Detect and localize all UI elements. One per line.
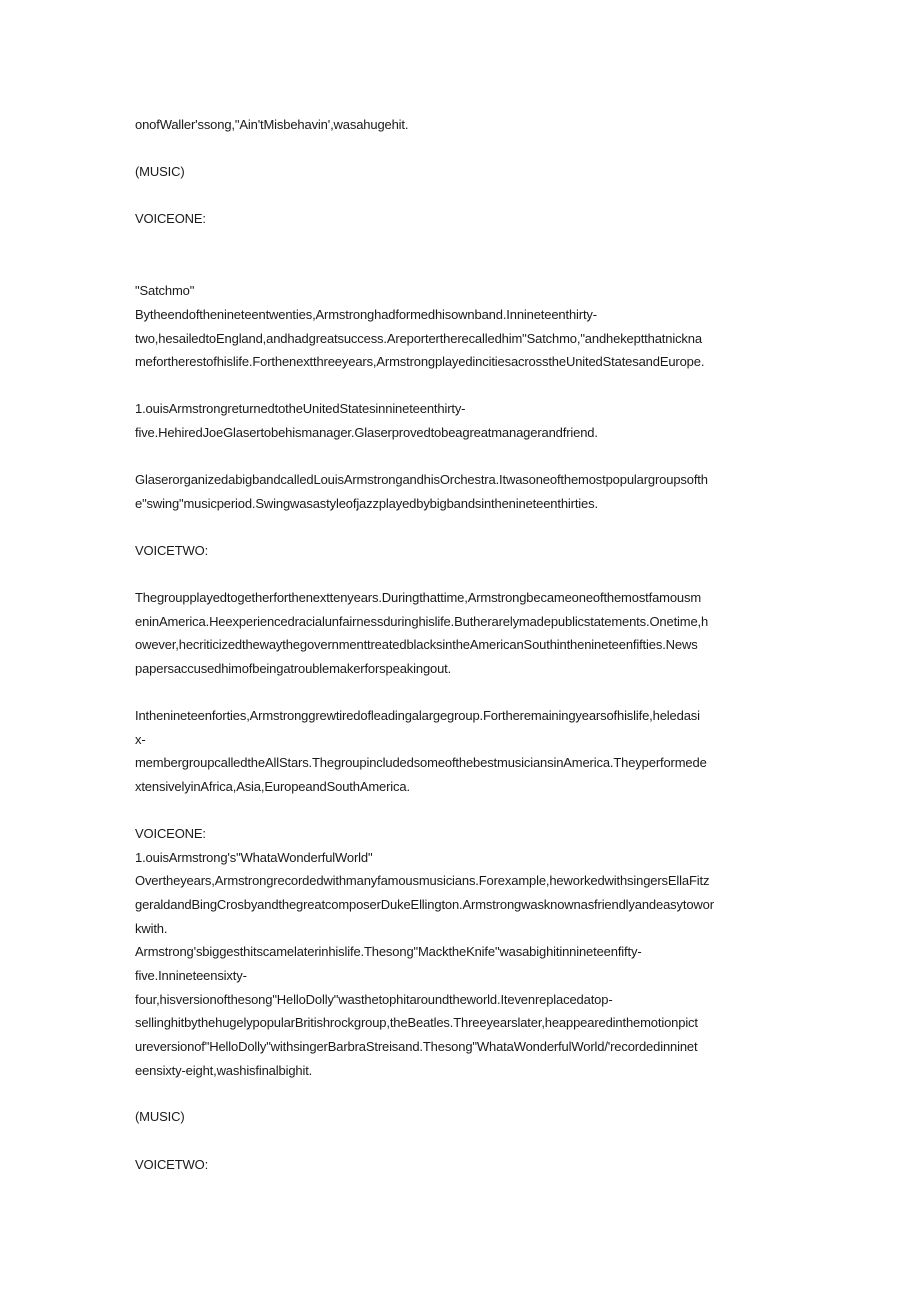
text-line: Inthenineteenforties,Armstronggrewtiredofleadingalargegroup.Fortheremainingyearsofhislife,heledasi [135,708,700,723]
section-heading: 1.ouisArmstrong's"WhataWonderfulWorld" [135,850,373,865]
text-line: eensixty-eight,washisfinalbighit. [135,1063,313,1078]
text-line: two,hesailedtoEngland,andhadgreatsuccess.Areportertherecalledhim"Satchmo,"andhekeptthatnickna [135,331,702,346]
speaker-label: VOICEONE: [135,211,206,226]
text-line: xtensivelyinAfrica,Asia,EuropeandSouthAmerica. [135,779,410,794]
text-line: papersaccusedhimofbeingatroublemakerforspeakingout. [135,661,452,676]
text-line: ureversionof"HelloDolly"withsingerBarbraStreisand.Thesong"WhataWonderfulWorld/'recordedinninet [135,1039,698,1054]
text-line: eninAmerica.Heexperiencedracialunfairnessduringhislife.Butherarelymadepublicstatements.Onetime,h [135,614,709,629]
text-line: x- [135,732,146,747]
text-line: Armstrong'sbiggesthitscamelaterinhislife.Thesong"MacktheKnife"wasabighitinnineteenfifty- [135,944,642,959]
speaker-label: VOICETWO: [135,543,209,558]
text-line: five.Innineteensixty- [135,968,247,983]
text-line: owever,hecriticizedthewaythegovernmenttreatedblacksintheAmericanSouthinthenineteenfifties.News [135,637,698,652]
text-line: geraldandBingCrosbyandthegreatcomposerDukeEllington.Armstrongwasknownasfriendlyandeasytowor [135,897,714,912]
text-line: onofWaller'ssong,"Ain'tMisbehavin',wasahugehit. [135,117,409,132]
text-line: e"swing"musicperiod.Swingwasastyleofjazzplayedbybigbandsinthenineteenthirties. [135,496,598,511]
music-cue: (MUSIC) [135,164,185,179]
text-line: five.HehiredJoeGlasertobehismanager.Glaserprovedtobeagreatmanagerandfriend. [135,425,598,440]
text-line: Thegroupplayedtogetherforthenexttenyears.Duringthattime,Armstrongbecameoneofthemostfamousm [135,590,702,605]
text-line: 1.ouisArmstrongreturnedtotheUnitedStatesinnineteenthirty- [135,401,466,416]
speaker-label: VOICETWO: [135,1157,209,1172]
text-line: mefortherestofhislife.Forthenextthreeyears,ArmstrongplayedincitiesacrosstheUnitedStatesandEurope. [135,354,705,369]
text-line: Overtheyears,Armstrongrecordedwithmanyfamousmusicians.Forexample,heworkedwithsingersEllaFitz [135,873,710,888]
text-line: GlaserorganizedabigbandcalledLouisArmstrongandhisOrchestra.Itwasoneofthemostpopulargroupsofth [135,472,708,487]
text-line: Bytheendofthenineteentwenties,Armstronghadformedhisownband.Innineteenthirty- [135,307,597,322]
music-cue: (MUSIC) [135,1109,185,1124]
text-line: four,hisversionofthesong"HelloDolly"wasthetophitaroundtheworld.Itevenreplacedatop- [135,992,613,1007]
speaker-label: VOICEONE: [135,826,206,841]
text-line: sellinghitbythehugelypopularBritishrockgroup,theBeatles.Threeyearslater,heappearedinthemotionpict [135,1015,698,1030]
text-line: membergroupcalledtheAllStars.ThegroupincludedsomeofthebestmusiciansinAmerica.Theyperformede [135,755,707,770]
section-heading: "Satchmo" [135,283,195,298]
text-line: kwith. [135,921,168,936]
